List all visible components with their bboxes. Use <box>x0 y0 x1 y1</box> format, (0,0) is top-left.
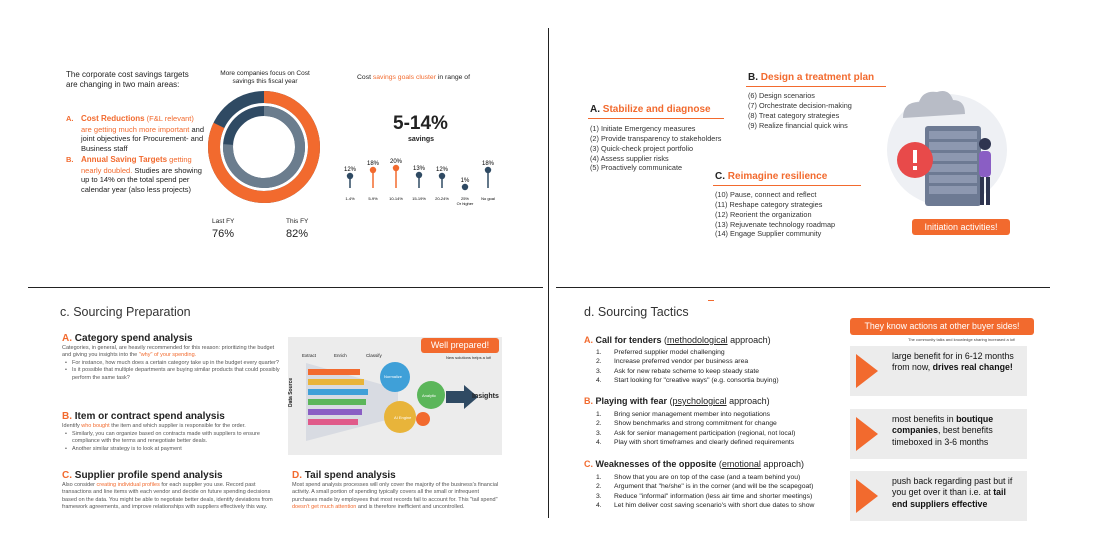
q3-b-letter: B. <box>62 411 72 422</box>
q4-c-heading <box>584 459 804 469</box>
q2-c-title-text: Reimagine resilience <box>727 171 828 182</box>
benefit-box-1 <box>850 346 1027 396</box>
box3-pre: push back regarding past but if you get over it than i.e. at <box>892 476 1013 498</box>
label-classify: Classify <box>366 353 382 358</box>
benefit-box-3-text <box>892 476 1021 510</box>
q3-a-title: Category spend analysis <box>74 333 193 344</box>
cluster-title-pre: Cost <box>357 74 373 81</box>
person-body <box>979 151 991 177</box>
lollipop-value-label: 12% <box>435 167 449 173</box>
donut-chart <box>205 88 323 206</box>
q3-b-title: Item or contract spend analysis <box>74 411 225 422</box>
q3-d-text-orange: doesn't get much attention <box>292 504 357 511</box>
arrow-icon-3 <box>856 479 878 513</box>
lollipop-value-label: 13% <box>412 166 426 172</box>
this-fy-value: 82% <box>286 228 309 240</box>
q4-b-paren-pre: ( <box>667 396 673 406</box>
q1-a-paren: (F&L relevant) <box>144 114 194 123</box>
q3-c-text <box>62 482 284 512</box>
benefit-box-2 <box>850 409 1027 459</box>
q2-c-title <box>715 171 827 182</box>
arrow-icon-2 <box>856 417 878 451</box>
q4-c-paren-u: emotional <box>721 459 761 469</box>
lollipop-category-label: 1-4% <box>345 196 355 201</box>
q2-a-title <box>590 104 711 115</box>
box2-pre: most benefits in <box>892 414 957 424</box>
q2-b-title-text: Design a treatment plan <box>760 72 875 83</box>
benefit-box-2-text <box>892 414 1021 448</box>
q1-b-letter: B. <box>66 155 74 164</box>
q3-c-text-pre: Also consider <box>62 482 97 488</box>
q4-b-heading <box>584 396 770 406</box>
label-insights: Insights <box>472 393 499 400</box>
q3-a-bullet: • Is it possible that multiple departments are buying similar products that could possibly perform the same task? <box>64 367 284 382</box>
q4-a-paren-post: approach) <box>727 335 771 345</box>
lollipop-category-label: 5-9% <box>368 196 378 201</box>
q2-c-underline <box>713 185 861 186</box>
q3-b-bullet: • Another similar strategy is to look at payment <box>64 446 286 453</box>
q2-a-list <box>590 124 721 173</box>
q4-b-title: Playing with fear <box>595 396 668 406</box>
lollipop-value-label: 12% <box>343 167 357 173</box>
q3-a-bullet: • For instance, how much does a certain category take up in the budget every quarter? <box>64 360 284 367</box>
q1-point-a <box>66 114 206 154</box>
q2-b-item: (8) Treat category strategies <box>748 110 840 120</box>
q4-a-heading <box>584 335 771 345</box>
cluster-title-orange: savings goals cluster <box>372 74 436 81</box>
q4-a-letter: A. <box>584 335 593 345</box>
q3-a-heading <box>62 333 193 344</box>
box3-bold: tail end suppliers effective <box>892 487 1006 509</box>
lollipop-category-label: No goal <box>481 196 495 201</box>
lollipop-point <box>416 172 422 178</box>
gear-small <box>416 412 430 426</box>
label-gear1: Normalize <box>384 374 403 379</box>
banner-buyer-sides: They know actions at other buyer sides! <box>850 318 1034 335</box>
label-enrich: Enrich <box>334 353 347 358</box>
q3-b-text-pre: Identify <box>62 423 82 429</box>
box1-bold: drives real change! <box>932 362 1013 373</box>
q3-c-letter: C. <box>62 470 72 481</box>
box1-pre: large benefit for in 6-12 months from now, <box>892 351 1014 373</box>
q4-b-paren-post: approach) <box>726 396 770 406</box>
q4-a-list <box>596 348 779 386</box>
cluster-title <box>357 74 470 81</box>
q3-c-text-orange: creating individual profiles <box>96 482 160 488</box>
q2-c-item: (14) Engage Supplier community <box>715 229 822 239</box>
q4-c-title: Weaknesses of the opposite <box>595 459 717 469</box>
q2-a-underline <box>588 118 724 119</box>
big-range-sub: savings <box>408 136 435 143</box>
person-head <box>979 138 991 150</box>
q4-title: d. Sourcing Tactics <box>584 305 689 319</box>
q1-a-title: Cost Reductions <box>81 114 145 123</box>
q3-d-letter: D. <box>292 470 302 481</box>
q4-c-item: 2. Argument that "he/she" is in the corner (and will be the scapegoat) <box>596 483 814 491</box>
q4-a-item: 3. Ask for new rebate scheme to keep steady state <box>596 367 760 375</box>
q4-a-item: 4. Start looking for "creative ways" (e.g. consortia buying) <box>596 377 779 385</box>
big-range-value: 5-14% <box>393 113 448 134</box>
q4-b-item: 1. Bring senior management member into negotiations <box>596 411 771 418</box>
lollipop-value-label: 18% <box>366 161 380 167</box>
q2-a-item: (1) Initiate Emergency measures <box>590 124 696 133</box>
horizontal-divider-left <box>28 287 543 288</box>
q2-a-item: (5) Proactively communicate <box>590 163 683 173</box>
q2-b-item: (9) Realize financial quick wins <box>748 120 848 130</box>
q3-b-text-post: the item and which supplier is responsible for the order. <box>109 423 246 429</box>
banner-sub: The community talks and knowledge sharing increased a lot! <box>908 337 1016 342</box>
q4-b-item: 4. Play with short timeframes and clearly defined requirements <box>596 439 795 447</box>
q2-a-item: (3) Quick-check project portfolio <box>590 143 694 153</box>
q4-a-paren-u: methodological <box>667 335 728 345</box>
q2-c-list <box>715 190 835 239</box>
q4-a-item: 2. Increase preferred vendor per business area <box>596 358 749 366</box>
q3-b-bullet: • Similarly, you can organize based on contracts made with suppliers to ensure compliance with the terms and renegotiate better deals. <box>64 431 286 446</box>
q1-a-letter: A. <box>66 114 74 123</box>
q4-b-item: 2. Show benchmarks and strong commitment for change <box>596 420 777 428</box>
q4-a-paren-pre: ( <box>661 335 668 345</box>
q3-a-text-pre: Categories, in general, are heavily recommended for this reason: prioritizing the budget and giving you insights into the <box>62 345 275 359</box>
lollipop-point <box>485 167 491 173</box>
q4-c-paren-post: approach) <box>760 459 804 469</box>
donut-title: More companies focus on Cost savings this fiscal year <box>220 70 310 86</box>
q3-title: c. Sourcing Preparation <box>60 305 191 319</box>
q4-c-item: 3. Reduce "informal" information (less air time and shorter meetings) <box>596 492 813 500</box>
q4-c-item: 1. Show that you are on top of the case (and a team behind you) <box>596 474 801 481</box>
q3-b-text <box>62 423 284 430</box>
benefit-box-3 <box>850 471 1027 521</box>
q2-b-underline <box>746 86 886 87</box>
lollipop-value-label: 18% <box>481 161 495 167</box>
q2-a-item: (2) Provide transparency to stakeholders <box>590 133 722 143</box>
lollipop-point <box>462 184 468 190</box>
lollipop-point <box>347 173 353 179</box>
q3-c-heading <box>62 470 223 481</box>
q4-c-list <box>596 473 814 511</box>
q3-a-bullets <box>64 360 284 382</box>
lollipop-value-label: 1% <box>460 178 470 184</box>
q3-c-text-post: for each supplier you use. Record past transactions and line items with each vendor and decide on future spending decisions based on the data. You might be able to negotiate better deals, identify deviations from framework agreements, and improve relationships with suppliers effectively this way. <box>62 482 273 511</box>
q4-b-letter: B. <box>584 396 593 406</box>
q1-b-orange: getting nearly doubled. <box>81 155 192 175</box>
q4-title-accent <box>708 300 714 301</box>
last-fy-label: Last FY <box>212 218 235 225</box>
q2-c-item: (13) Rejuvenate technology roadmap <box>715 219 836 229</box>
q1-point-b <box>66 155 206 195</box>
lollipop-category-label: 15-19% <box>412 196 426 201</box>
lollipop-value-label: 20% <box>389 159 403 165</box>
q2-c-item: (10) Pause, connect and reflect <box>715 190 817 199</box>
lollipop-category-label: 25% <box>460 196 470 201</box>
q4-c-paren-pre: ( <box>716 459 722 469</box>
q1-a-rest: and joint objectives for Procurement- and Business staff <box>81 124 204 154</box>
q3-d-title: Tail spend analysis <box>304 470 396 481</box>
q3-d-text-post: and is therefore inefficient and uncontrolled. <box>356 504 465 511</box>
donut-center <box>240 123 288 171</box>
label-gear2: Analytic <box>422 393 437 398</box>
initiation-activities-button[interactable]: Initiation activities! <box>912 219 1010 235</box>
q3-c-title: Supplier profile spend analysis <box>74 470 223 481</box>
q1-b-title: Annual Saving Targets <box>81 155 168 164</box>
well-prepared-sub: New solutions helps a lot! <box>446 355 492 360</box>
q4-b-item: 3. Ask for senior management participation (regional, not local) <box>596 429 796 437</box>
q3-a-text-orange: "why" of your spending. <box>138 352 197 359</box>
q3-d-heading <box>292 470 396 481</box>
q3-d-text <box>292 482 502 512</box>
q4-c-letter: C. <box>584 459 593 469</box>
q1-b-rest: Studies are showing up to 14% on the total spend per calendar year (also less projects) <box>81 165 202 195</box>
savings-lollipop-chart <box>338 150 498 220</box>
lollipop-category-label: Or higher <box>456 201 474 206</box>
q4-b-list <box>596 410 795 448</box>
q2-a-item: (4) Assess supplier risks <box>590 153 669 163</box>
server-alert-illustration <box>885 80 1010 215</box>
q1-a-orange2: are getting much more important <box>81 124 190 134</box>
lollipop-point <box>370 167 376 173</box>
q2-b-item: (6) Design scenarios <box>748 91 815 100</box>
q4-c-item: 4. Let him deliver cost saving scenario's with short due dates to show <box>596 502 815 510</box>
q3-b-heading <box>62 411 225 422</box>
lollipop-category-label: 10-14% <box>389 196 403 201</box>
q3-a-letter: A. <box>62 333 72 344</box>
alert-mark <box>913 150 917 163</box>
q4-b-paren-u: psychological <box>672 396 727 406</box>
this-fy-label: This FY <box>286 218 309 225</box>
q2-b-title <box>748 72 874 83</box>
box2-post: , best benefits timeboxed in 3-6 months <box>892 425 993 447</box>
q2-b-letter: B. <box>748 72 758 83</box>
q2-b-list <box>748 91 852 130</box>
lollipop-point <box>439 173 445 179</box>
box2-bold: boutique companies <box>892 414 994 436</box>
benefit-box-1-text <box>892 351 1021 374</box>
q4-a-item: 1. Preferred supplier model challenging <box>596 349 725 356</box>
q2-c-item: (12) Reorient the organization <box>715 209 812 219</box>
q3-d-text-pre: Most spend analysis processes will only cover the majority of the business's financial activity. A small portion of spending typically covers all the small or infrequent purchases made by employees that most records fail to account for. This "tail spend" <box>292 482 499 503</box>
arrow-icon-1 <box>856 354 878 388</box>
label-gear3: AI Engine <box>394 415 412 420</box>
vertical-divider <box>548 28 549 518</box>
q3-b-bullets <box>64 431 286 453</box>
q2-c-letter: C. <box>715 171 725 182</box>
q3-a-text <box>62 345 284 360</box>
lollipop-category-label: 20-24% <box>435 196 449 201</box>
horizontal-divider-right <box>556 287 1050 288</box>
lollipop-point <box>393 165 399 171</box>
q2-a-letter: A. <box>590 104 600 115</box>
label-data-source: Data Source <box>288 377 294 407</box>
label-extract: Extract <box>302 353 317 358</box>
q2-a-title-text: Stabilize and diagnose <box>602 104 711 115</box>
cluster-title-post: in range of <box>435 74 470 81</box>
q1-intro: The corporate cost savings targets are changing in two main areas: <box>66 70 189 89</box>
well-prepared-badge: Well prepared! <box>421 338 499 353</box>
q2-b-item: (7) Orchestrate decision-making <box>748 100 852 110</box>
last-fy-value: 76% <box>212 228 235 240</box>
q2-c-item: (11) Reshape category strategies <box>715 199 823 209</box>
q4-a-title: Call for tenders <box>595 335 662 345</box>
q3-b-text-orange: who bought <box>81 423 110 429</box>
